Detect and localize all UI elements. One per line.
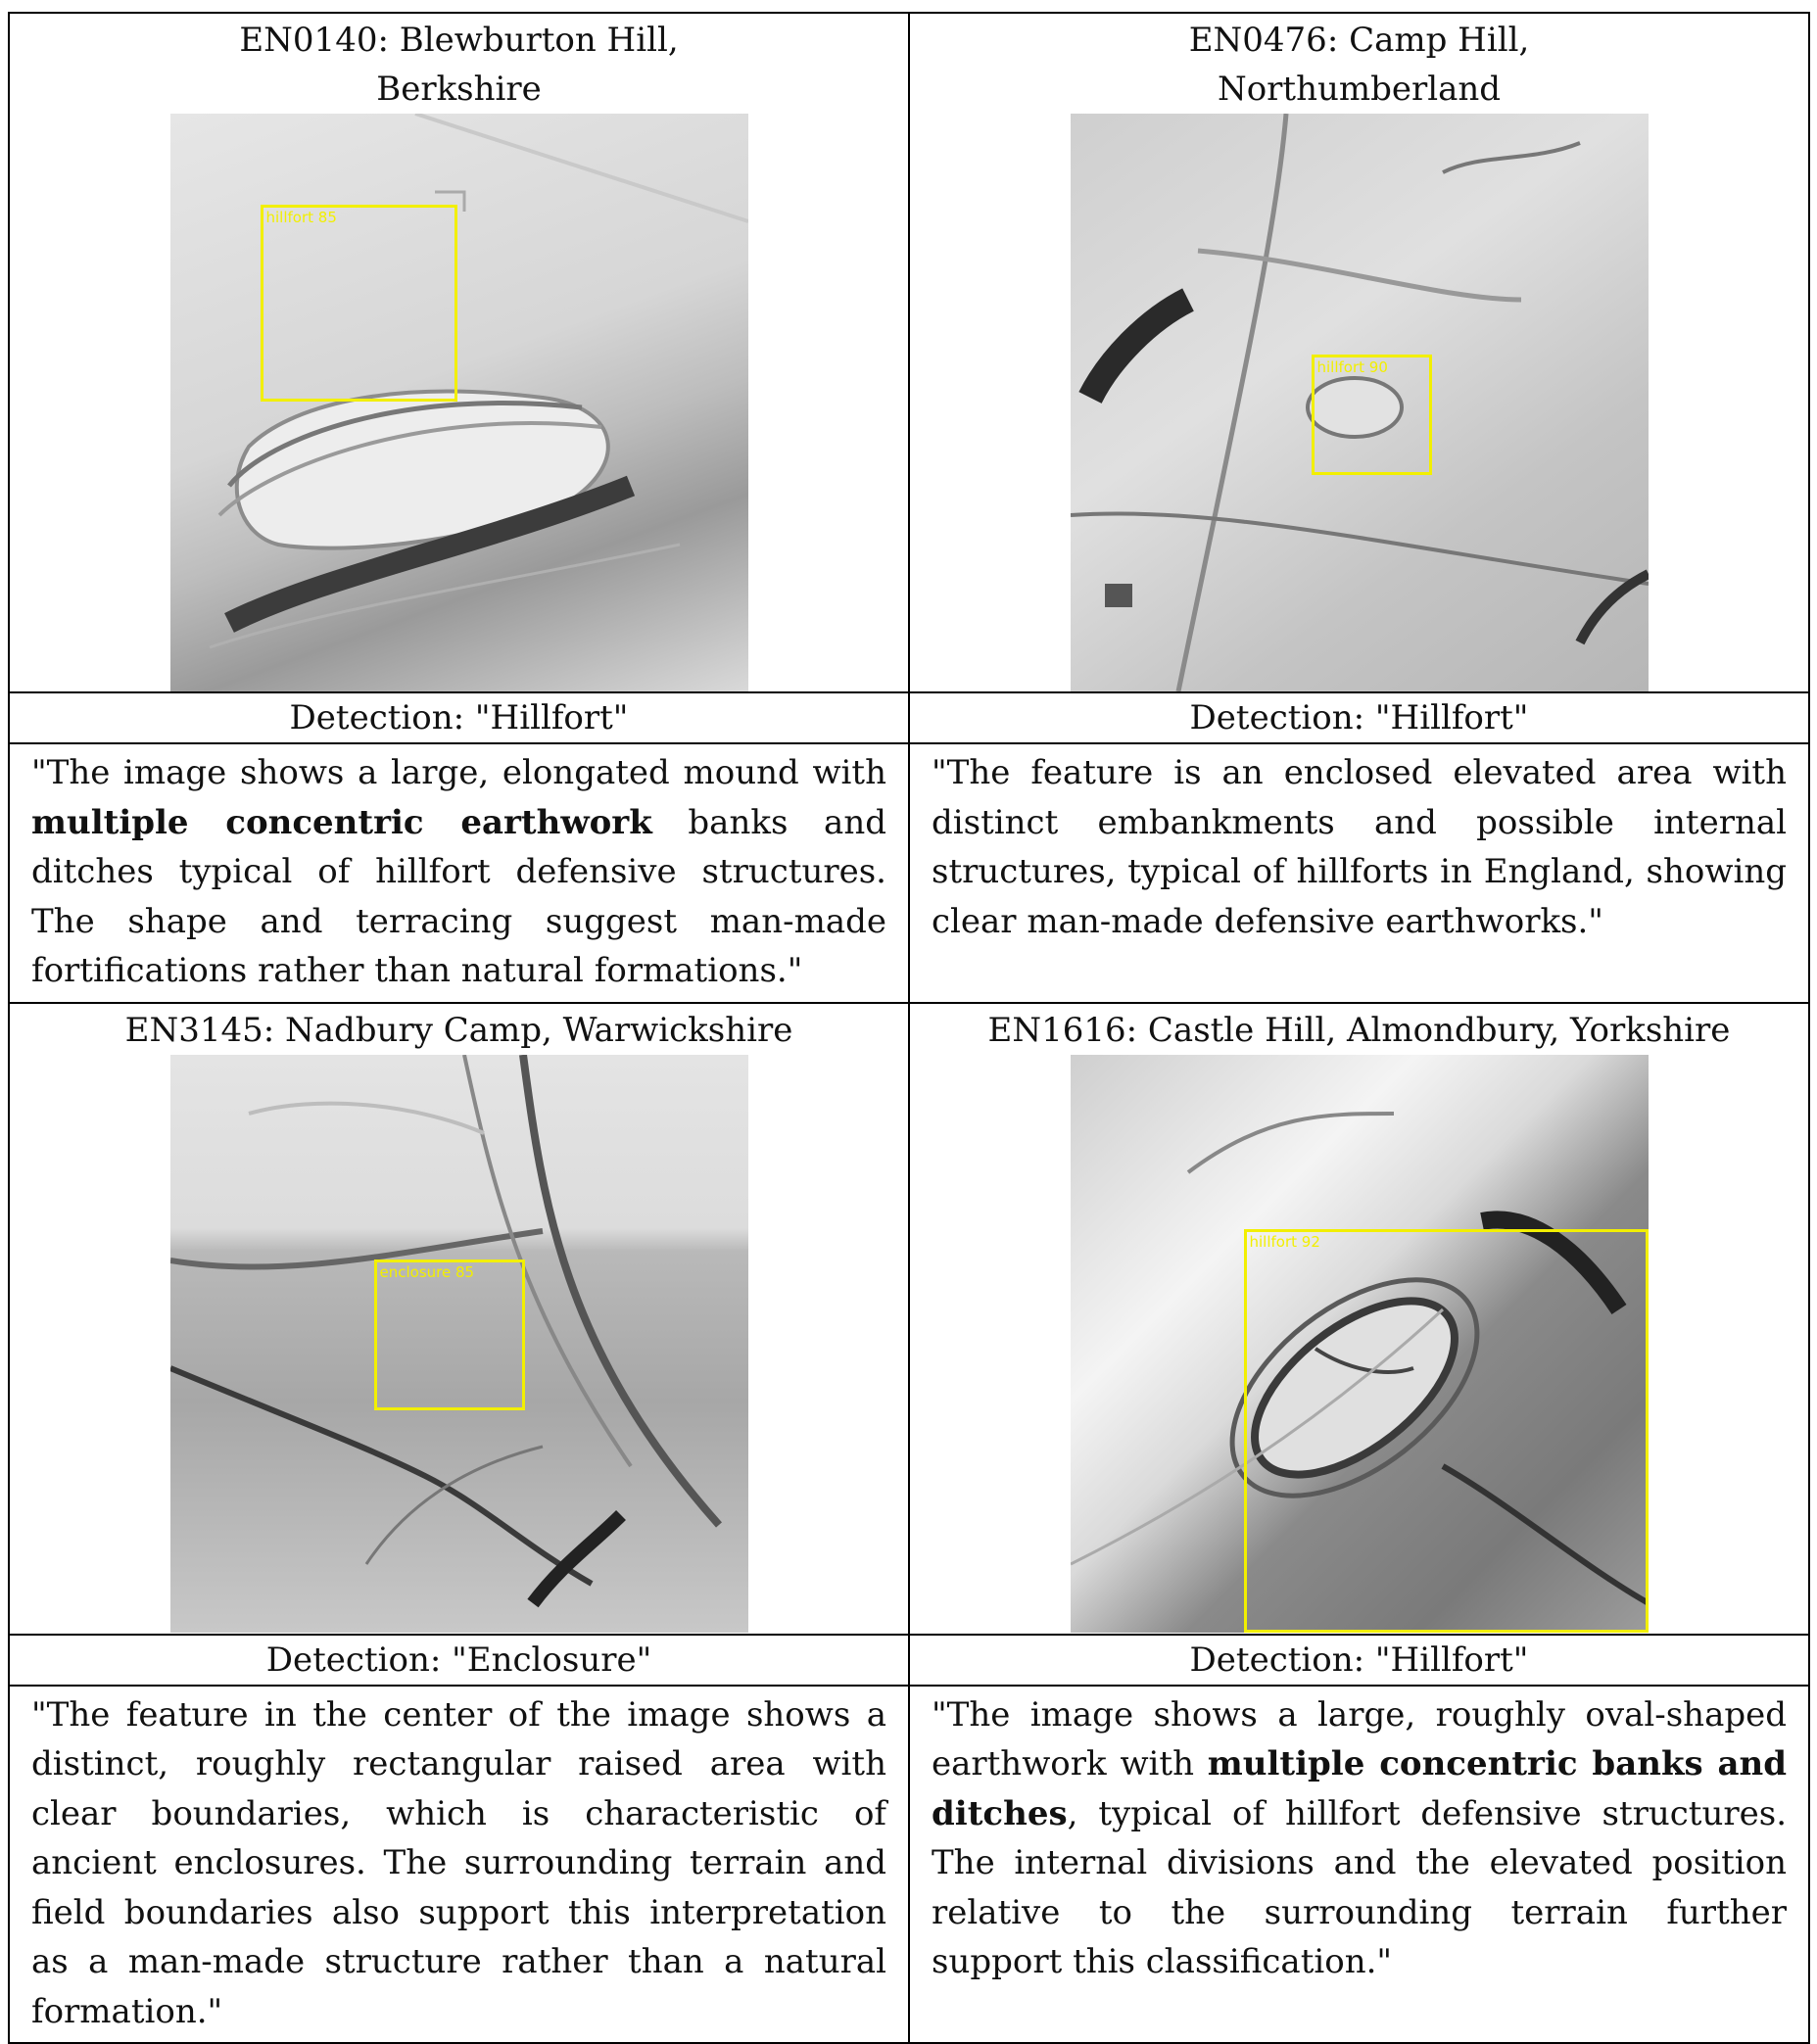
detection-box-label: hillfort 85 — [265, 209, 337, 226]
site-cell-castle-hill — [909, 1003, 1809, 1635]
description-cell — [9, 1686, 909, 2044]
site-title: EN3145: Nadbury Camp, Warwickshire — [124, 1010, 793, 1050]
detection-box — [1244, 1229, 1649, 1633]
detection-box-label: hillfort 92 — [1249, 1232, 1320, 1251]
lidar-image — [170, 114, 748, 691]
site-cell-camp-hill — [909, 13, 1809, 692]
description-run: , typical of hillfort defensive structures. The internal divisions and the elevated position relative to the surrounding terrain further support this classification." — [932, 1793, 1787, 1981]
detection-result: Detection: "Hillfort" — [909, 692, 1809, 743]
description-run: "The image shows a large, roughly oval-shaped earthwork with — [932, 1694, 1787, 1783]
description-run: "The feature in the center of the image shows a distinct, roughly rectangular raised area with clear boundaries, which is characteristic of ancient enclosures. The surrounding terrain and field boundaries also support this interpretation as a man-made structure rather than a natural formation." — [31, 1694, 886, 2031]
description-text — [932, 1690, 1787, 1987]
site-title: EN0140: Blewburton Hill, Berkshire — [239, 21, 679, 109]
detection-result: Detection: "Hillfort" — [909, 1635, 1809, 1686]
description-run: banks and ditches typical of hillfort defensive structures. The shape and terracing suggest man-made fortifications rather than natural formations." — [31, 802, 886, 990]
lidar-relief-drawing — [170, 114, 748, 691]
description-cell — [909, 1686, 1809, 2044]
detection-result: Detection: "Enclosure" — [9, 1635, 909, 1686]
site-cell-nadbury — [9, 1003, 909, 1635]
detection-box — [1312, 355, 1432, 475]
detection-box-label: enclosure 85 — [379, 1262, 475, 1281]
lidar-image — [170, 1055, 748, 1633]
description-text — [932, 748, 1787, 946]
figure-table — [8, 12, 1810, 2044]
description-emphasis: multiple concentric banks and ditches — [932, 1744, 1787, 1833]
lidar-image — [1071, 114, 1649, 691]
detection-box — [374, 1260, 525, 1410]
detection-result: Detection: "Hillfort" — [9, 692, 909, 743]
lidar-image — [1071, 1055, 1649, 1633]
site-title: EN0476: Camp Hill, Northumberland — [1188, 21, 1530, 109]
description-cell — [909, 743, 1809, 1003]
description-emphasis: multiple concentric earthwork — [31, 802, 652, 842]
description-run: "The feature is an enclosed elevated area with distinct embankments and possible internal structures, typical of hillforts in England, showing clear man-made defensive earthworks." — [932, 753, 1787, 941]
detection-box — [261, 205, 457, 402]
description-text — [31, 1690, 886, 2037]
site-title: EN1616: Castle Hill, Almondbury, Yorkshire — [987, 1010, 1731, 1050]
description-cell — [9, 743, 909, 1003]
site-cell-blewburton — [9, 13, 909, 692]
detection-box-label: hillfort 90 — [1316, 358, 1388, 376]
description-run: "The image shows a large, elongated mound with — [31, 753, 886, 792]
description-text — [31, 748, 886, 996]
